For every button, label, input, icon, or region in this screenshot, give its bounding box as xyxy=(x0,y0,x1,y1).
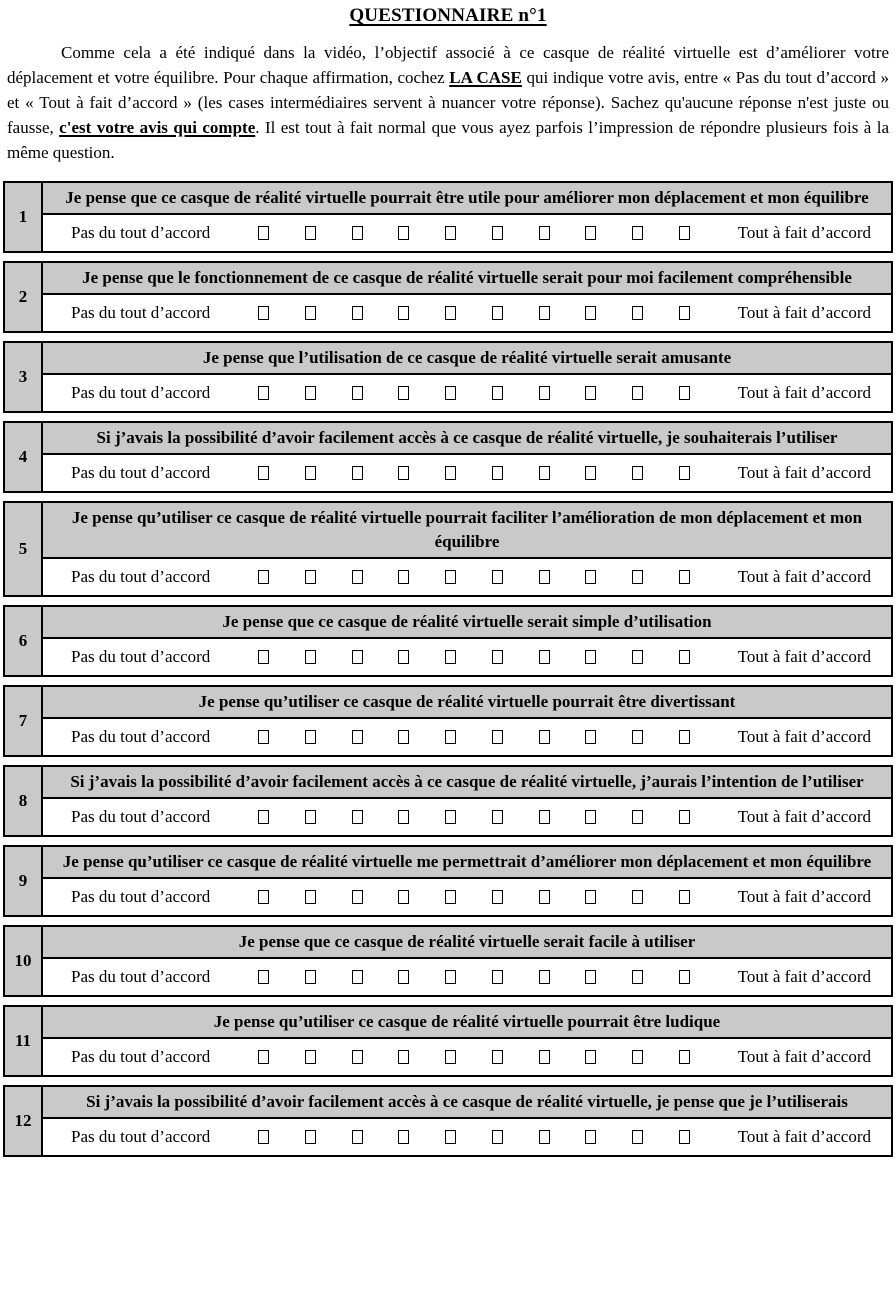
scale-label-right: Tout à fait d’accord xyxy=(737,303,871,322)
likert-checkbox[interactable] xyxy=(539,1050,550,1064)
likert-checkbox[interactable] xyxy=(352,306,363,320)
likert-scale-row xyxy=(43,559,891,595)
question-block xyxy=(3,925,893,997)
likert-scale-row xyxy=(43,1039,891,1075)
likert-checkbox[interactable] xyxy=(398,730,409,744)
likert-checkbox[interactable] xyxy=(258,226,269,240)
question-body xyxy=(43,847,891,915)
checkbox-group xyxy=(222,386,725,400)
checkbox-group xyxy=(222,650,725,664)
scale-label-left: Pas du tout d’accord xyxy=(71,807,211,826)
likert-checkbox[interactable] xyxy=(398,890,409,904)
question-text: Je pense que ce casque de réalité virtuelle serait facile à utiliser xyxy=(43,927,891,959)
question-block xyxy=(3,765,893,837)
likert-checkbox[interactable] xyxy=(398,650,409,664)
question-number: 6 xyxy=(5,607,43,675)
likert-checkbox[interactable] xyxy=(632,386,643,400)
likert-checkbox[interactable] xyxy=(258,970,269,984)
question-block xyxy=(3,845,893,917)
likert-checkbox[interactable] xyxy=(679,730,690,744)
question-body xyxy=(43,687,891,755)
scale-label-left: Pas du tout d’accord xyxy=(71,567,211,586)
question-number: 4 xyxy=(5,423,43,491)
likert-checkbox[interactable] xyxy=(492,730,503,744)
question-body xyxy=(43,927,891,995)
likert-checkbox[interactable] xyxy=(445,810,456,824)
likert-checkbox[interactable] xyxy=(305,1130,316,1144)
likert-checkbox[interactable] xyxy=(539,1130,550,1144)
question-text: Je pense qu’utiliser ce casque de réalité virtuelle pourrait être ludique xyxy=(43,1007,891,1039)
likert-checkbox[interactable] xyxy=(492,466,503,480)
likert-checkbox[interactable] xyxy=(305,1050,316,1064)
likert-checkbox[interactable] xyxy=(679,810,690,824)
likert-checkbox[interactable] xyxy=(539,466,550,480)
scale-label-right: Tout à fait d’accord xyxy=(737,383,871,402)
question-text: Si j’avais la possibilité d’avoir facilement accès à ce casque de réalité virtuelle, je souhaiterais l’utiliser xyxy=(43,423,891,455)
scale-label-right: Tout à fait d’accord xyxy=(737,967,871,986)
likert-checkbox[interactable] xyxy=(492,970,503,984)
likert-scale-row xyxy=(43,879,891,915)
likert-checkbox[interactable] xyxy=(585,810,596,824)
likert-checkbox[interactable] xyxy=(398,570,409,584)
likert-checkbox[interactable] xyxy=(632,890,643,904)
intro-paragraph xyxy=(7,40,889,165)
likert-checkbox[interactable] xyxy=(492,306,503,320)
likert-checkbox[interactable] xyxy=(492,1050,503,1064)
likert-checkbox[interactable] xyxy=(585,386,596,400)
likert-checkbox[interactable] xyxy=(492,1130,503,1144)
question-body xyxy=(43,607,891,675)
likert-scale-row xyxy=(43,719,891,755)
question-text: Je pense qu’utiliser ce casque de réalité virtuelle pourrait être divertissant xyxy=(43,687,891,719)
intro-text-3: . Il est tout à fait normal que vous ayez parfois l’impression de répondre plusieurs fois à la même question. xyxy=(7,118,890,162)
likert-checkbox[interactable] xyxy=(258,650,269,664)
question-block xyxy=(3,685,893,757)
question-block xyxy=(3,341,893,413)
likert-checkbox[interactable] xyxy=(585,730,596,744)
likert-checkbox[interactable] xyxy=(585,1050,596,1064)
likert-checkbox[interactable] xyxy=(352,1050,363,1064)
question-block xyxy=(3,605,893,677)
likert-checkbox[interactable] xyxy=(258,306,269,320)
likert-checkbox[interactable] xyxy=(445,970,456,984)
question-text: Je pense que le fonctionnement de ce casque de réalité virtuelle serait pour moi facilement compréhensible xyxy=(43,263,891,295)
scale-label-right: Tout à fait d’accord xyxy=(737,567,871,586)
scale-label-left: Pas du tout d’accord xyxy=(71,303,211,322)
question-number: 5 xyxy=(5,503,43,595)
question-text: Si j’avais la possibilité d’avoir facilement accès à ce casque de réalité virtuelle, j’aurais l’intention de l’utiliser xyxy=(43,767,891,799)
likert-checkbox[interactable] xyxy=(352,570,363,584)
likert-checkbox[interactable] xyxy=(585,570,596,584)
likert-checkbox[interactable] xyxy=(305,890,316,904)
likert-checkbox[interactable] xyxy=(445,570,456,584)
likert-scale-row xyxy=(43,295,891,331)
page-title: QUESTIONNAIRE n°1 xyxy=(349,5,547,26)
likert-checkbox[interactable] xyxy=(258,890,269,904)
scale-label-left: Pas du tout d’accord xyxy=(71,887,211,906)
question-body xyxy=(43,263,891,331)
likert-checkbox[interactable] xyxy=(258,810,269,824)
likert-scale-row xyxy=(43,799,891,835)
scale-label-left: Pas du tout d’accord xyxy=(71,463,211,482)
likert-checkbox[interactable] xyxy=(679,650,690,664)
scale-label-left: Pas du tout d’accord xyxy=(71,727,211,746)
likert-checkbox[interactable] xyxy=(539,386,550,400)
checkbox-group xyxy=(222,1130,725,1144)
question-number: 10 xyxy=(5,927,43,995)
scale-label-right: Tout à fait d’accord xyxy=(737,1047,871,1066)
intro-text-2: qui indique votre avis, entre « Pas du tout d’accord » et « Tout à fait d’accord » (les cases intermédiaires servent à nuancer votre réponse). Sachez qu'aucune réponse n'est juste ou fausse, xyxy=(7,68,890,137)
likert-checkbox[interactable] xyxy=(679,1050,690,1064)
likert-checkbox[interactable] xyxy=(679,1130,690,1144)
likert-checkbox[interactable] xyxy=(398,970,409,984)
likert-checkbox[interactable] xyxy=(539,306,550,320)
likert-checkbox[interactable] xyxy=(679,226,690,240)
likert-checkbox[interactable] xyxy=(492,226,503,240)
likert-scale-row xyxy=(43,959,891,995)
likert-checkbox[interactable] xyxy=(539,730,550,744)
likert-checkbox[interactable] xyxy=(492,570,503,584)
likert-checkbox[interactable] xyxy=(398,810,409,824)
likert-checkbox[interactable] xyxy=(585,226,596,240)
likert-checkbox[interactable] xyxy=(445,650,456,664)
likert-checkbox[interactable] xyxy=(398,1050,409,1064)
scale-label-right: Tout à fait d’accord xyxy=(737,223,871,242)
scale-label-left: Pas du tout d’accord xyxy=(71,647,211,666)
likert-checkbox[interactable] xyxy=(585,306,596,320)
likert-scale-row xyxy=(43,1119,891,1155)
likert-checkbox[interactable] xyxy=(352,730,363,744)
question-text: Je pense qu’utiliser ce casque de réalité virtuelle pourrait faciliter l’amélioration de mon déplacement et mon équilibre xyxy=(43,503,891,559)
likert-checkbox[interactable] xyxy=(445,386,456,400)
likert-checkbox[interactable] xyxy=(398,226,409,240)
likert-checkbox[interactable] xyxy=(539,226,550,240)
likert-checkbox[interactable] xyxy=(352,386,363,400)
scale-label-right: Tout à fait d’accord xyxy=(737,1127,871,1146)
likert-checkbox[interactable] xyxy=(632,306,643,320)
likert-checkbox[interactable] xyxy=(352,466,363,480)
likert-checkbox[interactable] xyxy=(632,226,643,240)
checkbox-group xyxy=(222,306,725,320)
question-number: 7 xyxy=(5,687,43,755)
question-body xyxy=(43,343,891,411)
question-block xyxy=(3,501,893,597)
likert-checkbox[interactable] xyxy=(679,466,690,480)
scale-label-left: Pas du tout d’accord xyxy=(71,383,211,402)
likert-checkbox[interactable] xyxy=(258,1050,269,1064)
question-number: 8 xyxy=(5,767,43,835)
likert-checkbox[interactable] xyxy=(305,386,316,400)
question-text: Je pense que l’utilisation de ce casque de réalité virtuelle serait amusante xyxy=(43,343,891,375)
likert-checkbox[interactable] xyxy=(445,306,456,320)
likert-checkbox[interactable] xyxy=(632,466,643,480)
likert-checkbox[interactable] xyxy=(632,570,643,584)
likert-checkbox[interactable] xyxy=(679,970,690,984)
question-body xyxy=(43,767,891,835)
question-body xyxy=(43,503,891,595)
intro-text-1: Comme cela a été indiqué dans la vidéo, l’objectif associé à ce casque de réalité virtuelle est d’améliorer votre déplacement et votre équilibre. Pour chaque affirmation, cochez xyxy=(7,43,889,87)
likert-checkbox[interactable] xyxy=(398,466,409,480)
scale-label-left: Pas du tout d’accord xyxy=(71,967,211,986)
likert-checkbox[interactable] xyxy=(539,890,550,904)
question-text: Je pense qu’utiliser ce casque de réalité virtuelle me permettrait d’améliorer mon déplacement et mon équilibre xyxy=(43,847,891,879)
likert-checkbox[interactable] xyxy=(492,890,503,904)
likert-checkbox[interactable] xyxy=(632,730,643,744)
likert-checkbox[interactable] xyxy=(258,466,269,480)
likert-checkbox[interactable] xyxy=(305,306,316,320)
likert-checkbox[interactable] xyxy=(632,810,643,824)
likert-checkbox[interactable] xyxy=(352,226,363,240)
question-text: Je pense que ce casque de réalité virtuelle pourrait être utile pour améliorer mon déplacement et mon équilibre xyxy=(43,183,891,215)
question-block xyxy=(3,1085,893,1157)
likert-checkbox[interactable] xyxy=(305,570,316,584)
question-text: Si j’avais la possibilité d’avoir facilement accès à ce casque de réalité virtuelle, je pense que je l’utiliserais xyxy=(43,1087,891,1119)
question-body xyxy=(43,1007,891,1075)
likert-checkbox[interactable] xyxy=(398,306,409,320)
checkbox-group xyxy=(222,890,725,904)
scale-label-right: Tout à fait d’accord xyxy=(737,647,871,666)
checkbox-group xyxy=(222,810,725,824)
likert-checkbox[interactable] xyxy=(352,810,363,824)
question-text: Je pense que ce casque de réalité virtuelle serait simple d’utilisation xyxy=(43,607,891,639)
question-number: 2 xyxy=(5,263,43,331)
checkbox-group xyxy=(222,466,725,480)
likert-scale-row xyxy=(43,215,891,251)
likert-checkbox[interactable] xyxy=(352,890,363,904)
likert-checkbox[interactable] xyxy=(258,1130,269,1144)
likert-checkbox[interactable] xyxy=(258,386,269,400)
likert-checkbox[interactable] xyxy=(679,306,690,320)
question-body xyxy=(43,1087,891,1155)
likert-checkbox[interactable] xyxy=(445,466,456,480)
question-body xyxy=(43,183,891,251)
question-body xyxy=(43,423,891,491)
likert-checkbox[interactable] xyxy=(679,570,690,584)
checkbox-group xyxy=(222,570,725,584)
checkbox-group xyxy=(222,226,725,240)
likert-checkbox[interactable] xyxy=(679,890,690,904)
likert-scale-row xyxy=(43,455,891,491)
likert-checkbox[interactable] xyxy=(539,570,550,584)
likert-checkbox[interactable] xyxy=(445,226,456,240)
likert-checkbox[interactable] xyxy=(398,1130,409,1144)
likert-checkbox[interactable] xyxy=(679,386,690,400)
likert-checkbox[interactable] xyxy=(258,570,269,584)
checkbox-group xyxy=(222,1050,725,1064)
checkbox-group xyxy=(222,730,725,744)
likert-checkbox[interactable] xyxy=(492,810,503,824)
likert-scale-row xyxy=(43,375,891,411)
checkbox-group xyxy=(222,970,725,984)
question-block xyxy=(3,261,893,333)
likert-checkbox[interactable] xyxy=(445,890,456,904)
questions-list xyxy=(3,181,893,1157)
question-number: 11 xyxy=(5,1007,43,1075)
likert-checkbox[interactable] xyxy=(352,650,363,664)
likert-checkbox[interactable] xyxy=(352,1130,363,1144)
likert-checkbox[interactable] xyxy=(492,386,503,400)
likert-checkbox[interactable] xyxy=(305,730,316,744)
scale-label-right: Tout à fait d’accord xyxy=(737,807,871,826)
question-block xyxy=(3,421,893,493)
likert-checkbox[interactable] xyxy=(539,810,550,824)
likert-checkbox[interactable] xyxy=(585,890,596,904)
question-number: 9 xyxy=(5,847,43,915)
likert-checkbox[interactable] xyxy=(352,970,363,984)
question-number: 3 xyxy=(5,343,43,411)
likert-checkbox[interactable] xyxy=(305,466,316,480)
likert-checkbox[interactable] xyxy=(305,970,316,984)
question-block xyxy=(3,181,893,253)
likert-checkbox[interactable] xyxy=(492,650,503,664)
scale-label-left: Pas du tout d’accord xyxy=(71,1127,211,1146)
likert-checkbox[interactable] xyxy=(305,226,316,240)
scale-label-right: Tout à fait d’accord xyxy=(737,727,871,746)
scale-label-right: Tout à fait d’accord xyxy=(737,887,871,906)
likert-checkbox[interactable] xyxy=(632,1050,643,1064)
scale-label-right: Tout à fait d’accord xyxy=(737,463,871,482)
likert-checkbox[interactable] xyxy=(305,650,316,664)
likert-checkbox[interactable] xyxy=(398,386,409,400)
intro-emphasis-votre-avis: c'est votre avis qui compte xyxy=(59,118,256,137)
likert-checkbox[interactable] xyxy=(539,650,550,664)
scale-label-left: Pas du tout d’accord xyxy=(71,1047,211,1066)
likert-scale-row xyxy=(43,639,891,675)
likert-checkbox[interactable] xyxy=(258,730,269,744)
likert-checkbox[interactable] xyxy=(632,1130,643,1144)
likert-checkbox[interactable] xyxy=(539,970,550,984)
likert-checkbox[interactable] xyxy=(445,1050,456,1064)
question-number: 12 xyxy=(5,1087,43,1155)
likert-checkbox[interactable] xyxy=(585,650,596,664)
question-block xyxy=(3,1005,893,1077)
scale-label-left: Pas du tout d’accord xyxy=(71,223,211,242)
likert-checkbox[interactable] xyxy=(445,1130,456,1144)
likert-checkbox[interactable] xyxy=(632,650,643,664)
likert-checkbox[interactable] xyxy=(445,730,456,744)
question-number: 1 xyxy=(5,183,43,251)
likert-checkbox[interactable] xyxy=(632,970,643,984)
likert-checkbox[interactable] xyxy=(585,1130,596,1144)
intro-emphasis-la-case: LA CASE xyxy=(449,68,522,87)
likert-checkbox[interactable] xyxy=(585,970,596,984)
likert-checkbox[interactable] xyxy=(585,466,596,480)
likert-checkbox[interactable] xyxy=(305,810,316,824)
